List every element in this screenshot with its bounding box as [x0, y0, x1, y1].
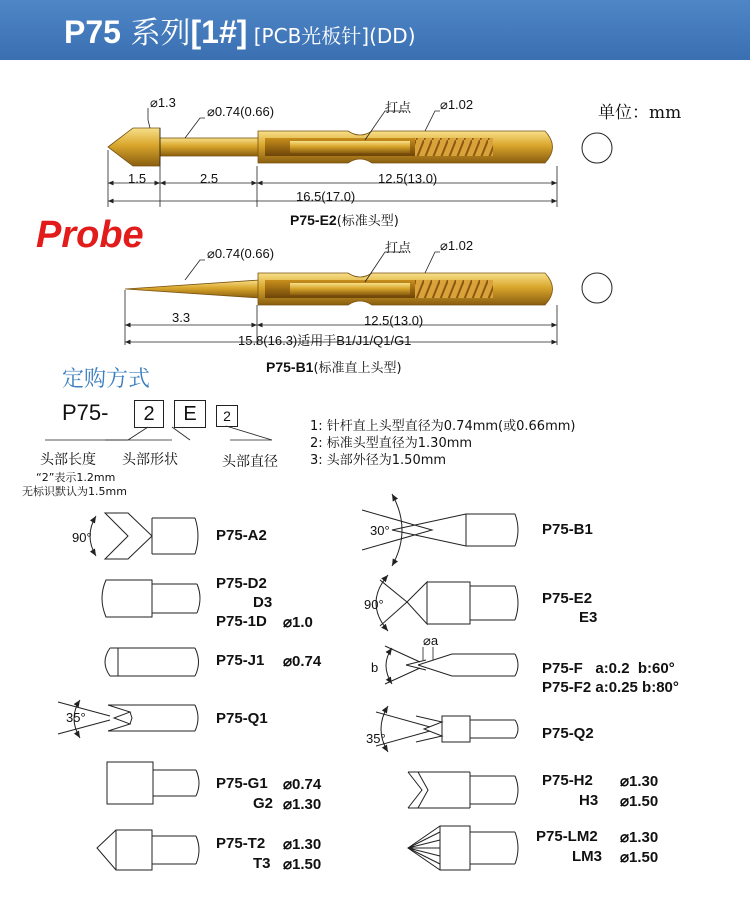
length-note-2: 无标识默认为1.5mm — [22, 485, 127, 498]
b1-caption-desc: (标准直上头型) — [313, 361, 402, 376]
b1-angle: 30° — [370, 523, 390, 538]
legend-item-3: 3: 头部外径为1.50mm — [310, 453, 447, 468]
tip-g1-shape — [107, 762, 199, 804]
title-series: 系列 — [120, 16, 191, 51]
d2-line2: D3 — [253, 594, 273, 611]
q1-angle: 35° — [66, 710, 86, 725]
e2-caption-model: P75-E2 — [290, 212, 337, 228]
q2-name: P75-Q2 — [542, 725, 594, 742]
ordering-connectors — [45, 426, 272, 440]
length-note-1: “2”表示1.2mm — [36, 471, 116, 484]
unit-label: 单位：mm — [598, 103, 682, 123]
e2-plunger-length: 2.5 — [200, 171, 219, 186]
j1-name: P75-J1 — [216, 652, 265, 669]
a2-name: P75-A2 — [216, 527, 267, 544]
tip-lm2-shape — [408, 826, 518, 870]
e2-dimple-label: 打点 — [385, 100, 412, 115]
label-head-shape: 头部形状 — [122, 452, 178, 468]
part-number-prefix: P75- — [62, 400, 109, 425]
t2-line2: T3 — [253, 855, 271, 872]
e2-line1: P75-E2 — [542, 590, 593, 607]
g1-line2: G2 — [253, 795, 274, 812]
b1-plunger-diameter: ⌀0.74(0.66) — [207, 246, 275, 261]
d2-line3-dia: ⌀1.0 — [283, 614, 313, 631]
h2-line2-dia: ⌀1.50 — [620, 793, 659, 810]
legend-item-1: 1: 针杆直上头型直径为0.74mm(或0.66mm) — [310, 419, 576, 434]
title-code: P75 — [64, 14, 121, 50]
a2-angle: 90° — [72, 530, 92, 545]
lm2-line2: LM3 — [572, 848, 602, 865]
tip-j1-shape — [105, 648, 199, 676]
t2-line1-dia: ⌀1.30 — [283, 836, 322, 853]
q1-name: P75-Q1 — [216, 710, 268, 727]
title-subtitle: [PCB光板针](DD) — [247, 24, 416, 48]
e2-line2: E3 — [579, 609, 598, 626]
b1-tip-length: 3.3 — [172, 310, 191, 325]
lm2-line1: P75-LM2 — [536, 828, 598, 845]
tip-a2-shape — [90, 513, 198, 559]
d2-line1: P75-D2 — [216, 575, 267, 592]
tip-q2-shape — [376, 706, 518, 752]
lm2-line1-dia: ⌀1.30 — [620, 829, 659, 846]
q2-angle: 35° — [366, 731, 386, 746]
b1-caption-model: P75-B1 — [266, 359, 314, 375]
lm2-line2-dia: ⌀1.50 — [620, 849, 659, 866]
f-line1: P75-F a:0.2 b:60° — [542, 660, 675, 677]
e2-barrel-diameter: ⌀1.02 — [440, 97, 474, 112]
b1-caption — [266, 357, 402, 376]
h2-line1: P75-H2 — [542, 772, 593, 789]
e2-caption-desc: (标准头型) — [336, 214, 399, 229]
b1-total-length: 15.8(16.3)适用于B1/J1/Q1/G1 — [238, 333, 412, 348]
label-head-length: 头部长度 — [40, 452, 96, 468]
b1-barrel-diameter: ⌀1.02 — [440, 238, 474, 253]
f-label-b: b — [371, 660, 379, 675]
probe-label: Probe — [36, 214, 144, 256]
e2-caption — [290, 210, 399, 229]
h2-line2: H3 — [579, 792, 599, 809]
b1-dimple-label: 打点 — [385, 240, 412, 255]
h2-line1-dia: ⌀1.30 — [620, 773, 659, 790]
b1-barrel-length: 12.5(13.0) — [364, 313, 424, 328]
e2-total-length: 16.5(17.0) — [296, 189, 356, 204]
t2-line2-dia: ⌀1.50 — [283, 856, 322, 873]
e2-plunger-diameter: ⌀0.74(0.66) — [207, 104, 275, 119]
g1-line1-dia: ⌀0.74 — [283, 776, 322, 793]
probe-e2-drawing — [108, 108, 612, 207]
e2-head-length: 1.5 — [128, 171, 147, 186]
b1-name: P75-B1 — [542, 521, 593, 538]
label-head-diameter: 头部直径 — [222, 454, 278, 470]
e2-head-diameter: ⌀1.3 — [150, 95, 176, 110]
title-number: [1#] — [190, 14, 248, 50]
e2-barrel-length: 12.5(13.0) — [378, 171, 438, 186]
j1-dia: ⌀0.74 — [283, 653, 322, 670]
tip-d2-shape — [102, 580, 200, 617]
f-label-a: ⌀a — [423, 633, 439, 648]
tip-e2-shape — [376, 575, 518, 631]
tip-f-shape — [385, 646, 518, 684]
legend-item-2: 2: 标准头型直径为1.30mm — [310, 436, 473, 451]
box-head-diameter: 2 — [216, 405, 238, 427]
f-line2: P75-F2 a:0.25 b:80° — [542, 679, 679, 696]
e2-angle: 90° — [364, 597, 384, 612]
d2-line3: P75-1D — [216, 613, 267, 630]
ordering-title: 定购方式 — [62, 367, 151, 392]
tip-t2-shape — [97, 830, 199, 870]
tip-h2-shape — [408, 772, 518, 808]
g1-line1: P75-G1 — [216, 775, 268, 792]
ordering-legend — [310, 418, 575, 469]
t2-line1: P75-T2 — [216, 835, 266, 852]
box-head-length: 2 — [134, 400, 164, 428]
box-head-shape: E — [174, 400, 206, 428]
g1-line2-dia: ⌀1.30 — [283, 796, 322, 813]
